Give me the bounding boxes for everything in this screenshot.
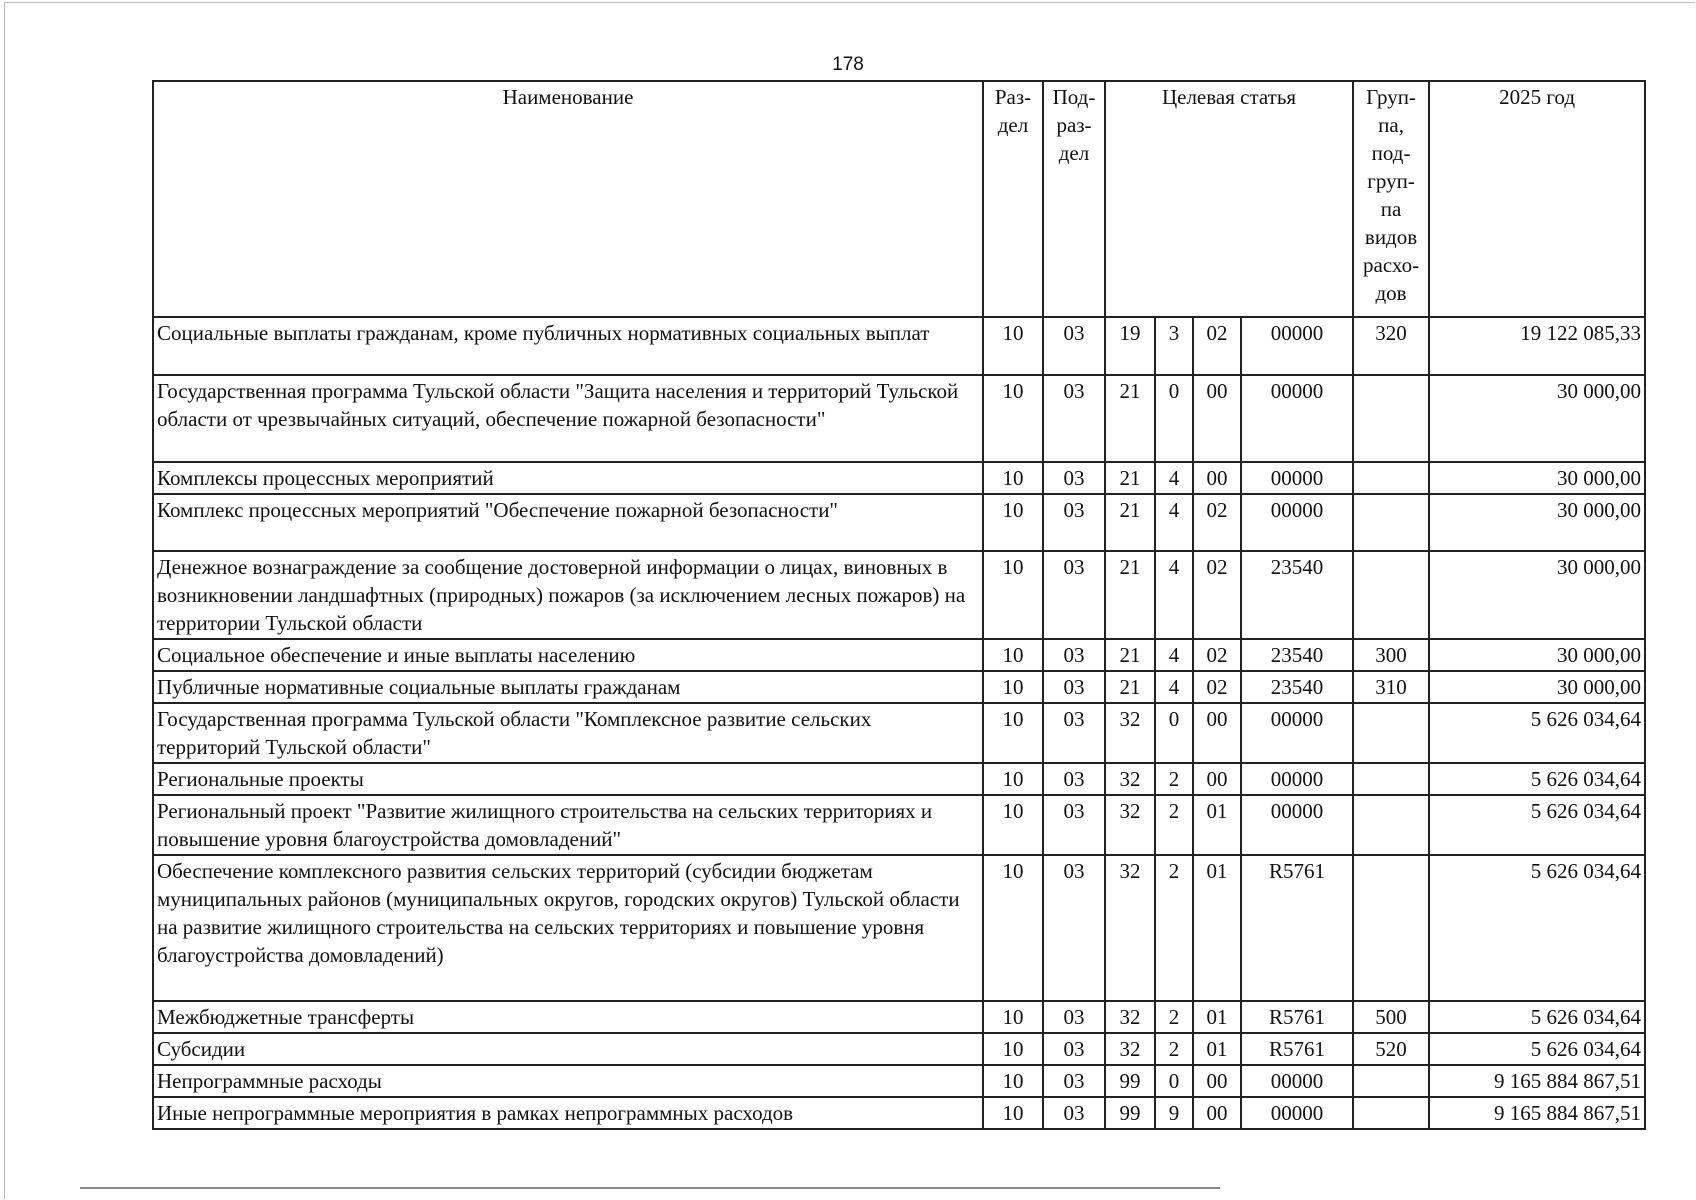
- table-row: [153, 855, 1645, 1001]
- row-target-program: 32: [1105, 1001, 1155, 1033]
- row-name: Денежное вознаграждение за сообщение достоверной информации о лицах, виновных в возникновении ландшафтных (природных) пожаров (за исключением лесных пожаров) на территории Тульской области: [153, 551, 983, 639]
- row-target-direction: 00000: [1241, 462, 1353, 494]
- row-podrazdel: 03: [1043, 639, 1105, 671]
- row-target-program: 32: [1105, 855, 1155, 1001]
- header-year-2025: 2025 год: [1429, 81, 1645, 317]
- row-target-program: 21: [1105, 671, 1155, 703]
- row-name: Региональный проект "Развитие жилищного строительства на сельских территориях и повышение уровня благоустройства домовладений": [153, 795, 983, 855]
- row-razdel: 10: [983, 703, 1043, 763]
- header-name: Наименование: [153, 81, 983, 317]
- row-razdel: 10: [983, 763, 1043, 795]
- row-target-type: 4: [1155, 671, 1193, 703]
- row-target-program: 21: [1105, 462, 1155, 494]
- table-row: [153, 703, 1645, 763]
- row-podrazdel: 03: [1043, 462, 1105, 494]
- table-row: [153, 1001, 1645, 1033]
- budget-table: [152, 80, 1646, 1130]
- header-podrazdel: Под- раз- дел: [1043, 81, 1105, 317]
- row-podrazdel: 03: [1043, 855, 1105, 1001]
- row-target-program: 32: [1105, 703, 1155, 763]
- row-podrazdel: 03: [1043, 551, 1105, 639]
- row-razdel: 10: [983, 375, 1043, 462]
- table-header-row: [153, 81, 1645, 317]
- row-amount: 5 626 034,64: [1429, 795, 1645, 855]
- row-podrazdel: 03: [1043, 494, 1105, 551]
- row-target-program: 21: [1105, 639, 1155, 671]
- row-expense-group: [1353, 1065, 1429, 1097]
- row-expense-group: [1353, 703, 1429, 763]
- row-name: Непрограммные расходы: [153, 1065, 983, 1097]
- row-target-program: 21: [1105, 494, 1155, 551]
- footer-rule: [80, 1187, 1220, 1189]
- row-name: Региональные проекты: [153, 763, 983, 795]
- row-expense-group: 310: [1353, 671, 1429, 703]
- table-row: [153, 317, 1645, 375]
- row-target-direction: 23540: [1241, 671, 1353, 703]
- row-target-subprogram: 00: [1193, 763, 1241, 795]
- row-razdel: 10: [983, 551, 1043, 639]
- row-amount: 5 626 034,64: [1429, 1001, 1645, 1033]
- row-expense-group: [1353, 1097, 1429, 1129]
- row-name: Иные непрограммные мероприятия в рамках непрограммных расходов: [153, 1097, 983, 1129]
- row-target-subprogram: 01: [1193, 1001, 1241, 1033]
- row-target-subprogram: 00: [1193, 1097, 1241, 1129]
- row-name: Комплексы процессных мероприятий: [153, 462, 983, 494]
- row-name: Социальные выплаты гражданам, кроме публичных нормативных социальных выплат: [153, 317, 983, 375]
- row-razdel: 10: [983, 795, 1043, 855]
- row-target-program: 99: [1105, 1065, 1155, 1097]
- row-expense-group: [1353, 494, 1429, 551]
- row-expense-group: [1353, 551, 1429, 639]
- row-amount: 5 626 034,64: [1429, 703, 1645, 763]
- row-expense-group: 320: [1353, 317, 1429, 375]
- row-target-direction: R5761: [1241, 1001, 1353, 1033]
- row-target-subprogram: 02: [1193, 317, 1241, 375]
- row-target-program: 32: [1105, 795, 1155, 855]
- row-razdel: 10: [983, 1001, 1043, 1033]
- row-amount: 30 000,00: [1429, 639, 1645, 671]
- row-amount: 5 626 034,64: [1429, 1033, 1645, 1065]
- row-razdel: 10: [983, 1065, 1043, 1097]
- row-target-subprogram: 01: [1193, 795, 1241, 855]
- row-podrazdel: 03: [1043, 703, 1105, 763]
- row-target-direction: 00000: [1241, 494, 1353, 551]
- row-razdel: 10: [983, 855, 1043, 1001]
- row-name: Комплекс процессных мероприятий "Обеспечение пожарной безопасности": [153, 494, 983, 551]
- page-number: 178: [832, 54, 864, 75]
- row-amount: 5 626 034,64: [1429, 855, 1645, 1001]
- row-expense-group: [1353, 375, 1429, 462]
- row-amount: 9 165 884 867,51: [1429, 1097, 1645, 1129]
- row-podrazdel: 03: [1043, 795, 1105, 855]
- table-row: [153, 551, 1645, 639]
- row-podrazdel: 03: [1043, 1097, 1105, 1129]
- row-podrazdel: 03: [1043, 671, 1105, 703]
- row-target-program: 21: [1105, 551, 1155, 639]
- row-podrazdel: 03: [1043, 763, 1105, 795]
- row-name: Государственная программа Тульской области "Защита населения и территорий Тульской области от чрезвычайных ситуаций, обеспечение пожарной безопасности": [153, 375, 983, 462]
- row-target-subprogram: 01: [1193, 1033, 1241, 1065]
- row-target-subprogram: 00: [1193, 1065, 1241, 1097]
- row-target-type: 9: [1155, 1097, 1193, 1129]
- row-target-direction: 00000: [1241, 763, 1353, 795]
- row-target-direction: 00000: [1241, 795, 1353, 855]
- row-amount: 30 000,00: [1429, 462, 1645, 494]
- table-row: [153, 1065, 1645, 1097]
- row-target-direction: 23540: [1241, 551, 1353, 639]
- table-row: [153, 795, 1645, 855]
- row-expense-group: 500: [1353, 1001, 1429, 1033]
- row-razdel: 10: [983, 494, 1043, 551]
- row-target-direction: R5761: [1241, 855, 1353, 1001]
- table-row: [153, 671, 1645, 703]
- row-target-direction: 00000: [1241, 1097, 1353, 1129]
- row-amount: 30 000,00: [1429, 671, 1645, 703]
- row-name: Публичные нормативные социальные выплаты гражданам: [153, 671, 983, 703]
- row-name: Межбюджетные трансферты: [153, 1001, 983, 1033]
- row-target-program: 99: [1105, 1097, 1155, 1129]
- header-expense-group: Груп- па, под- груп- па видов расхо- дов: [1353, 81, 1429, 317]
- row-target-type: 0: [1155, 1065, 1193, 1097]
- row-amount: 5 626 034,64: [1429, 763, 1645, 795]
- row-podrazdel: 03: [1043, 1001, 1105, 1033]
- row-target-subprogram: 00: [1193, 375, 1241, 462]
- row-target-type: 3: [1155, 317, 1193, 375]
- row-razdel: 10: [983, 317, 1043, 375]
- row-amount: 19 122 085,33: [1429, 317, 1645, 375]
- row-target-subprogram: 00: [1193, 703, 1241, 763]
- table-row: [153, 763, 1645, 795]
- row-target-program: 32: [1105, 763, 1155, 795]
- table-row: [153, 462, 1645, 494]
- row-podrazdel: 03: [1043, 375, 1105, 462]
- row-podrazdel: 03: [1043, 1065, 1105, 1097]
- row-target-type: 2: [1155, 795, 1193, 855]
- row-expense-group: 300: [1353, 639, 1429, 671]
- row-razdel: 10: [983, 639, 1043, 671]
- row-target-type: 2: [1155, 1001, 1193, 1033]
- row-target-type: 4: [1155, 462, 1193, 494]
- row-target-program: 32: [1105, 1033, 1155, 1065]
- row-razdel: 10: [983, 462, 1043, 494]
- row-target-subprogram: 02: [1193, 639, 1241, 671]
- table-row: [153, 1033, 1645, 1065]
- row-target-subprogram: 02: [1193, 671, 1241, 703]
- row-expense-group: [1353, 763, 1429, 795]
- row-target-type: 2: [1155, 855, 1193, 1001]
- row-target-type: 0: [1155, 375, 1193, 462]
- row-target-type: 2: [1155, 763, 1193, 795]
- row-amount: 30 000,00: [1429, 494, 1645, 551]
- row-expense-group: [1353, 462, 1429, 494]
- row-podrazdel: 03: [1043, 317, 1105, 375]
- row-name: Социальное обеспечение и иные выплаты населению: [153, 639, 983, 671]
- row-target-direction: 00000: [1241, 375, 1353, 462]
- row-target-subprogram: 02: [1193, 494, 1241, 551]
- row-podrazdel: 03: [1043, 1033, 1105, 1065]
- row-target-direction: 00000: [1241, 1065, 1353, 1097]
- row-target-program: 19: [1105, 317, 1155, 375]
- row-target-direction: 23540: [1241, 639, 1353, 671]
- row-target-subprogram: 00: [1193, 462, 1241, 494]
- row-name: Обеспечение комплексного развития сельских территорий (субсидии бюджетам муниципальных районов (муниципальных округов, городских округов) Тульской области на развитие жилищного строительства на сельских территориях и повышение уровня благоустройства домовладений): [153, 855, 983, 1001]
- row-target-type: 4: [1155, 551, 1193, 639]
- row-target-direction: 00000: [1241, 317, 1353, 375]
- row-name: Государственная программа Тульской области "Комплексное развитие сельских территорий Тульской области": [153, 703, 983, 763]
- row-name: Субсидии: [153, 1033, 983, 1065]
- row-target-type: 2: [1155, 1033, 1193, 1065]
- row-target-type: 4: [1155, 494, 1193, 551]
- row-target-type: 4: [1155, 639, 1193, 671]
- row-target-direction: R5761: [1241, 1033, 1353, 1065]
- row-target-subprogram: 01: [1193, 855, 1241, 1001]
- row-target-type: 0: [1155, 703, 1193, 763]
- row-target-direction: 00000: [1241, 703, 1353, 763]
- row-amount: 9 165 884 867,51: [1429, 1065, 1645, 1097]
- table-row: [153, 375, 1645, 462]
- row-razdel: 10: [983, 1033, 1043, 1065]
- header-razdel: Раз- дел: [983, 81, 1043, 317]
- row-expense-group: [1353, 855, 1429, 1001]
- table-row: [153, 1097, 1645, 1129]
- row-expense-group: 520: [1353, 1033, 1429, 1065]
- header-target-article: Целевая статья: [1105, 81, 1353, 317]
- table-row: [153, 494, 1645, 551]
- row-amount: 30 000,00: [1429, 551, 1645, 639]
- row-target-subprogram: 02: [1193, 551, 1241, 639]
- row-razdel: 10: [983, 671, 1043, 703]
- row-razdel: 10: [983, 1097, 1043, 1129]
- row-expense-group: [1353, 795, 1429, 855]
- row-amount: 30 000,00: [1429, 375, 1645, 462]
- row-target-program: 21: [1105, 375, 1155, 462]
- table-row: [153, 639, 1645, 671]
